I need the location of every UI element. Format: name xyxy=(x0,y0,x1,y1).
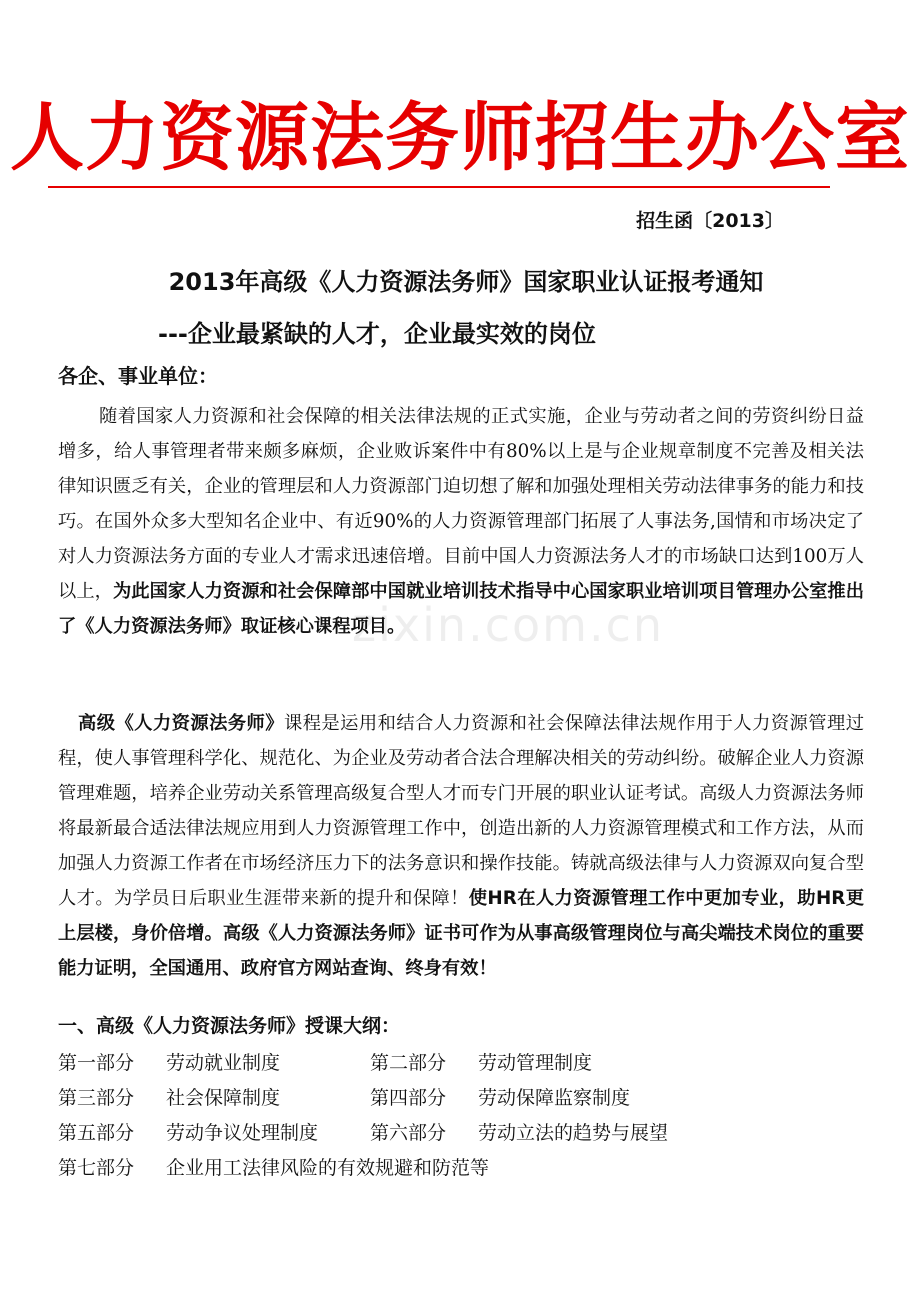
syllabus-topic: 劳动立法的趋势与展望 xyxy=(478,1122,669,1144)
syllabus-topic: 社会保障制度 xyxy=(166,1087,281,1109)
document-number: 招生函〔2013〕 xyxy=(636,210,784,232)
syllabus-row xyxy=(58,1151,864,1186)
intro-paragraph xyxy=(58,399,864,644)
syllabus-topic: 劳动争议处理制度 xyxy=(166,1122,319,1144)
course-name: 高级《人力资源法务师》 xyxy=(78,713,284,734)
notice-subtitle: ---企业最紧缺的人才，企业最实效的岗位 xyxy=(158,320,596,348)
syllabus-row xyxy=(58,1081,864,1116)
salutation: 各企、事业单位： xyxy=(58,364,218,388)
course-emphasis: 使HR在人力资源管理工作中更加专业，助HR更上层楼，身价倍增。高级《人力资源法务师》证书可作为从事高级管理岗位与高尖端技术岗位的重要能力证明，全国通用、政府官方网站查询、终身有效！ xyxy=(58,888,864,979)
letterhead-title: 人力资源法务师招生办公室 xyxy=(10,95,910,181)
letterhead-divider xyxy=(48,186,830,188)
syllabus-part: 第一部分 xyxy=(58,1052,135,1074)
syllabus-part: 第六部分 xyxy=(370,1122,447,1144)
watermark: zixin.com.cn xyxy=(352,598,665,652)
course-text: 课程是运用和结合人力资源和社会保障法律法规作用于人力资源管理过程，使人事管理科学化、规范化、为企业及劳动者合法合理解决相关的劳动纠纷。破解企业人力资源管理难题，培养企业劳动关系管理高级复合型人才而专门开展的职业认证考试。高级人力资源法务师将最新最合适法律法规应用到人力资源管理工作中，创造出新的人力资源管理模式和工作方法，从而加强人力资源工作者在市场经济压力下的法务意识和操作技能。铸就高级法律与人力资源双向复合型人才。为学员日后职业生涯带来新的提升和保障！ xyxy=(58,713,865,909)
outline-heading: 一、高级《人力资源法务师》授课大纲： xyxy=(58,1015,401,1037)
syllabus-row xyxy=(58,1116,864,1151)
syllabus-topic: 劳动管理制度 xyxy=(478,1052,593,1074)
syllabus-topic: 劳动就业制度 xyxy=(166,1052,281,1074)
course-paragraph xyxy=(58,706,864,986)
syllabus-topic: 劳动保障监察制度 xyxy=(478,1087,631,1109)
syllabus-row xyxy=(58,1046,864,1081)
intro-text: 随着国家人力资源和社会保障的相关法律法规的正式实施，企业与劳动者之间的劳资纠纷日益增多，给人事管理者带来颇多麻烦，企业败诉案件中有80%以上是与企业规章制度不完善及相关法律知识匮乏有关，企业的管理层和人力资源部门迫切想了解和加强处理相关劳动法律事务的能力和技巧。在国外众多大型知名企业中、有近90%的人力资源管理部门拓展了人事法务,国情和市场决定了对人力资源法务方面的专业人才需求迅速倍增。目前中国人力资源法务人才的市场缺口达到100万人以上， xyxy=(58,406,864,602)
syllabus-part: 第二部分 xyxy=(370,1052,447,1074)
intro-emphasis: 为此国家人力资源和社会保障部中国就业培训技术指导中心国家职业培训项目管理办公室推出了《人力资源法务师》取证核心课程项目。 xyxy=(58,581,865,637)
syllabus-topic: 企业用工法律风险的有效规避和防范等 xyxy=(166,1157,490,1179)
syllabus-part: 第七部分 xyxy=(58,1157,135,1179)
notice-title: 2013年高级《人力资源法务师》国家职业认证报考通知 xyxy=(168,268,764,296)
syllabus-part: 第三部分 xyxy=(58,1087,135,1109)
syllabus-part: 第四部分 xyxy=(370,1087,447,1109)
syllabus-list xyxy=(58,1046,864,1186)
syllabus-part: 第五部分 xyxy=(58,1122,135,1144)
